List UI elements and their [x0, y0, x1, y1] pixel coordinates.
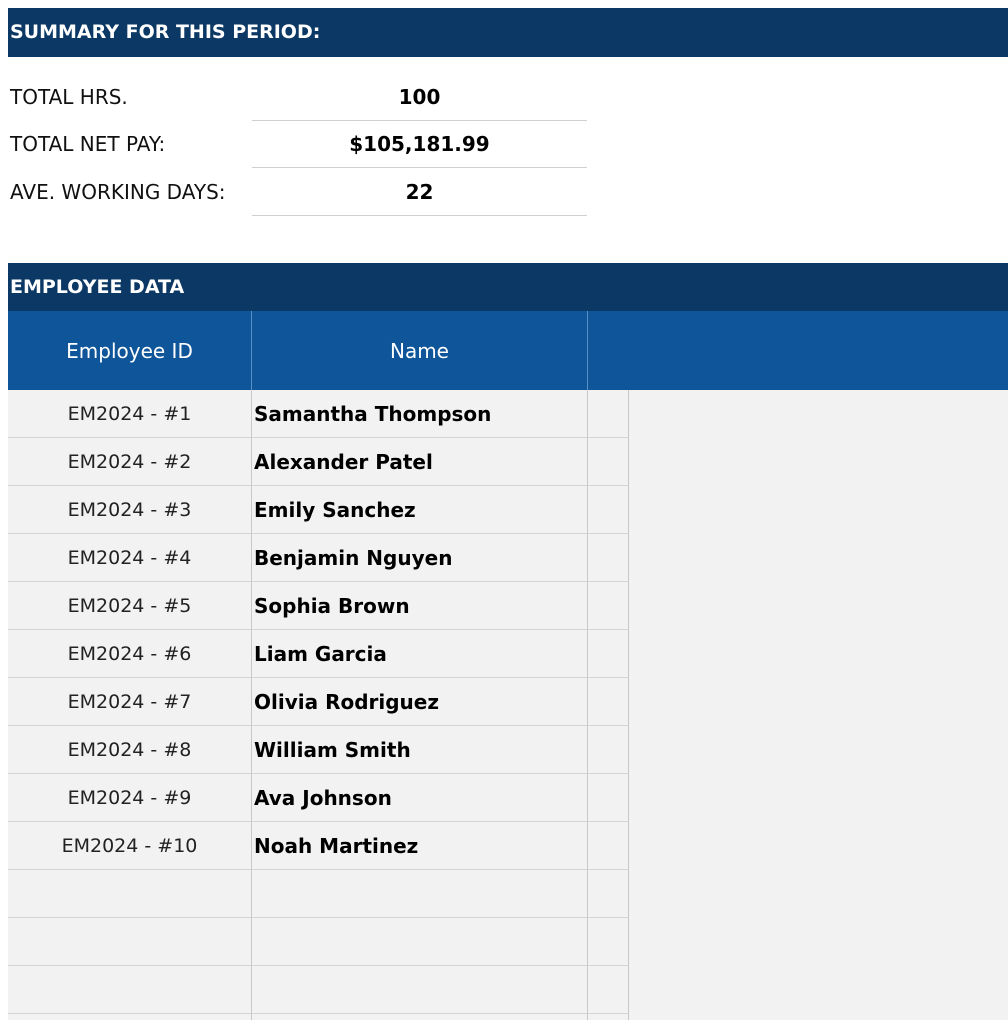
- table-row: [8, 630, 628, 678]
- employee-id-cell[interactable]: EM2024 - #8: [67, 738, 192, 761]
- table-row: [8, 534, 628, 582]
- employee-name-cell[interactable]: [254, 966, 584, 1013]
- column-divider: [628, 390, 629, 1020]
- employee-id-cell[interactable]: EM2024 - #4: [67, 546, 192, 569]
- table-row: [8, 678, 628, 726]
- employee-name-cell[interactable]: Benjamin Nguyen: [254, 545, 453, 570]
- total-hrs-value[interactable]: 100: [398, 85, 441, 109]
- table-row: [8, 822, 628, 870]
- employee-id-cell[interactable]: EM2024 - #5: [67, 594, 192, 617]
- table-row: [8, 582, 628, 630]
- table-row: [8, 918, 628, 966]
- table-header-row: [8, 311, 1008, 390]
- column-header-employee-id[interactable]: Employee ID: [66, 338, 193, 363]
- table-row: [8, 870, 628, 918]
- employee-data-title: EMPLOYEE DATA: [10, 275, 185, 298]
- employee-id-cell[interactable]: EM2024 - #9: [67, 786, 192, 809]
- employee-id-cell[interactable]: EM2024 - #1: [67, 402, 192, 425]
- employee-id-cell[interactable]: [8, 870, 251, 917]
- column-divider: [587, 390, 588, 1020]
- employee-name-cell[interactable]: [254, 870, 584, 917]
- employee-id-cell[interactable]: EM2024 - #7: [67, 690, 192, 713]
- summary-divider: [252, 167, 587, 168]
- employee-name-cell[interactable]: Emily Sanchez: [254, 497, 416, 522]
- table-body: [8, 390, 1008, 1020]
- total-hrs-label: TOTAL HRS.: [10, 85, 128, 109]
- employee-id-cell[interactable]: [8, 966, 251, 1013]
- employee-name-cell[interactable]: Alexander Patel: [254, 449, 433, 474]
- employee-name-cell[interactable]: Liam Garcia: [254, 641, 387, 666]
- employee-name-cell[interactable]: Sophia Brown: [254, 593, 410, 618]
- table-row: [8, 438, 628, 486]
- total-net-pay-label: TOTAL NET PAY:: [10, 132, 166, 156]
- table-row: [8, 390, 628, 438]
- table-row: [8, 966, 628, 1014]
- column-divider: [251, 390, 252, 1020]
- ave-working-days-value[interactable]: 22: [405, 180, 434, 204]
- table-row: [8, 774, 628, 822]
- summary-title: SUMMARY FOR THIS PERIOD:: [10, 21, 321, 43]
- summary-section-header: [8, 8, 1008, 57]
- employee-name-cell[interactable]: Olivia Rodriguez: [254, 689, 439, 714]
- employee-id-cell[interactable]: [8, 918, 251, 965]
- employee-name-cell[interactable]: Noah Martinez: [254, 833, 419, 858]
- employee-name-cell[interactable]: Samantha Thompson: [254, 401, 492, 426]
- table-row: [8, 486, 628, 534]
- employee-id-cell[interactable]: EM2024 - #2: [67, 450, 192, 473]
- employee-id-cell[interactable]: EM2024 - #10: [61, 834, 198, 857]
- sheet-background: [628, 390, 1008, 1020]
- summary-divider: [252, 215, 587, 216]
- table-row: [8, 726, 628, 774]
- total-net-pay-value[interactable]: $105,181.99: [349, 132, 490, 156]
- employee-name-cell[interactable]: William Smith: [254, 737, 411, 762]
- employee-id-cell[interactable]: EM2024 - #6: [67, 642, 192, 665]
- ave-working-days-label: AVE. WORKING DAYS:: [10, 180, 226, 204]
- employee-id-cell[interactable]: EM2024 - #3: [67, 498, 192, 521]
- employee-name-cell[interactable]: [254, 918, 584, 965]
- employee-data-section-header: [8, 263, 1008, 311]
- summary-divider: [252, 120, 587, 121]
- column-header-name[interactable]: Name: [389, 338, 449, 363]
- employee-name-cell[interactable]: Ava Johnson: [254, 785, 392, 810]
- employee-table: [8, 311, 1008, 1020]
- header-divider: [587, 311, 588, 390]
